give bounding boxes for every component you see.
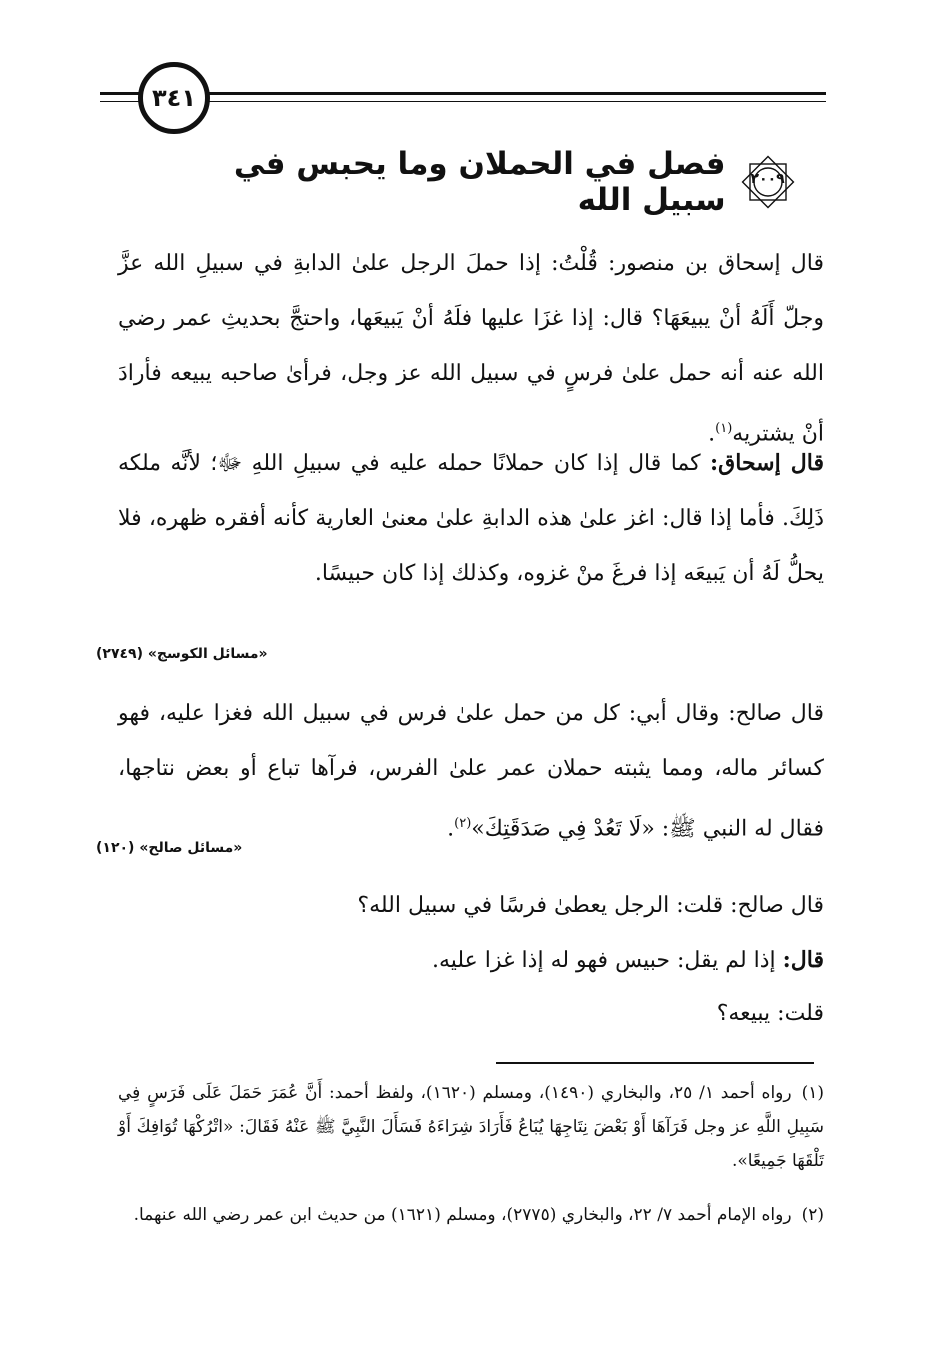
dialogue-text: يبيعه؟ [716,1001,778,1026]
source-text: «مسائل صالح» (١٢٠) [96,840,243,856]
footnote-divider [496,1062,814,1064]
page-number: ٣٤١ [138,62,210,134]
dialogue-text: إذا لم يقل: حبيس فهو له إذا غزا عليه. [431,948,783,973]
footnote-ref-2: (٢) [454,816,472,831]
paragraph-text: كما قال إذا كان حملانًا حمله عليه في سبيلِ اللهِ ﷻ؛ لأنَّه ملكه ذَلِكَ. فأما إذا قال: اغز علىٰ هذه الدابةِ علىٰ معنىٰ العارية كأنه أفقره ظهره، فلا يحلُّ لَهُ أن يَبيعَه إذا فرغَ منْ غزوه، وكذلك إذا كان حبيسًا. [118,451,824,586]
footnote-text: رواه أحمد ١/ ٢٥، والبخاري (١٤٩٠)، ومسلم (١٦٢٠)، ولفظ أحمد: أَنَّ عُمَرَ حَمَلَ عَلَى فَرَسٍ فِي سَبِيلِ اللَّهِ عز وجل فَرَآهَا أَوْ بَعْضَ نِتَاجِهَا يُبَاعُ فَأَرَادَ شِرَاءَهُ فَسَأَلَ النَّبِيَّ ﷺ عَنْهُ فَقَالَ: «اتْرُكْهَا تُوَافِكَ أَوْ تَلْقَهَا جَمِيعًا». [118,1083,824,1171]
paragraph-2 [118,436,824,601]
paragraph-text: قال إسحاق بن منصور: قُلْتُ: إذا حملَ الرجل علىٰ الدابةِ في سبيلِ الله عزَّ وجلّ أَلَهُ أنْ يبيعَهَا؟ قال: إذا غزَا عليها فلَهُ أنْ يَبيعَها، واحتجَّ بحديثِ عمر رضي الله عنه أنه حمل علىٰ فرسٍ في سبيل الله عز وجل، فرأىٰ صاحبه يبيعه فأرادَ أنْ يشتريه [118,251,824,447]
dialogue-line-2 [224,940,824,981]
speaker-label: قال صالح: [730,893,824,918]
footnote-number: (٢) [801,1205,824,1225]
header-rule-right-thin [208,101,826,102]
speaker-label: قال: [782,947,824,973]
source-citation-2 [96,840,396,856]
dialogue-text: قلت: الرجل يعطىٰ فرسًا في سبيل الله؟ [357,893,731,918]
dialogue-line-3 [224,994,824,1034]
source-citation-1 [96,646,396,662]
header-rule-right [208,92,826,95]
chapter-number: ٢٠٠٩ [750,171,785,187]
paragraph-1: قال إسحاق بن منصور: قُلْتُ: إذا حملَ الرجل علىٰ الدابةِ في سبيلِ الله عزَّ وجلّ أَلَهُ أنْ يبيعَهَا؟ قال: إذا غزَا عليها فلَهُ أنْ يَبيعَها، واحتجَّ بحديثِ عمر رضي الله عنه أنه حمل علىٰ فرسٍ في سبيل الله عز وجل، فرأىٰ صاحبه يبيعه فأرادَ أنْ يشتريه$^{(١)}$. [118,251,824,447]
paragraph-text: قال صالح: وقال أبي: كل من حمل علىٰ فرس في سبيل الله فغزا عليه، فهو كسائر ماله، ومما يثبته حملان عمر علىٰ الفرس، فرآها تباع أو بعض نتاجها، فقال له النبي ﷺ: «لَا تَعُدْ فِي صَدَقَتِكَ» [118,701,824,842]
header-rule-left [100,92,140,95]
footnote-1 [118,1076,824,1178]
footnote-2 [118,1198,824,1232]
chapter-heading [140,146,790,218]
chapter-number-badge [740,154,790,210]
speaker-label: قلت: [777,1001,824,1026]
footnote-number: (١) [801,1083,825,1103]
dialogue-line-1 [224,886,824,926]
chapter-title: فصل في الحملان وما يحبس في سبيل الله [233,146,726,218]
paragraph-3: قال صالح: وقال أبي: كل من حمل علىٰ فرس في سبيل الله فغزا عليه، فهو كسائر ماله، ومما يثبته حملان عمر علىٰ الفرس، فرآها تباع أو بعض نتاجها، فقال له النبي ﷺ: «لَا تَعُدْ فِي صَدَقَتِكَ»$^{(٢)}$. [118,701,824,842]
header-rule-left-thin [100,101,140,102]
speaker-label: قال إسحاق: [710,450,824,476]
footnote-ref-1: (١) [715,421,733,436]
source-text: «مسائل الكوسج» (٢٧٤٩) [96,646,268,662]
footnote-text: رواه الإمام أحمد ٧/ ٢٢، والبخاري (٢٧٧٥)، ومسلم (١٦٢١) من حديث ابن عمر رضي الله عنهما. [133,1205,792,1225]
